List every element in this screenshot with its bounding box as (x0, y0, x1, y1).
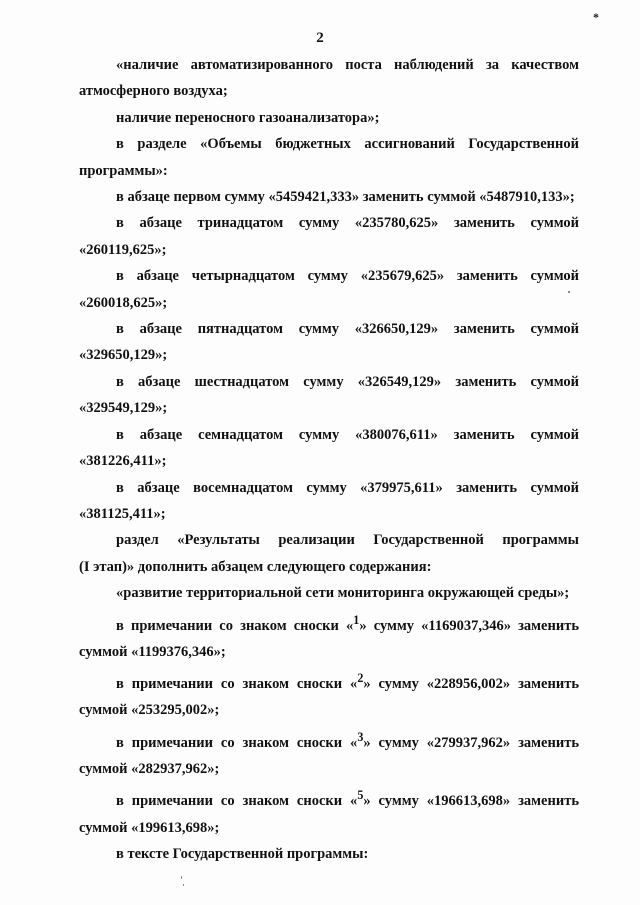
paragraph-line: в тексте Государственной программы: (116, 846, 369, 863)
paragraph-line: в абзаце семнадцатом сумму «380076,611» заменить суммой (116, 426, 579, 443)
line-text: » сумму «228956,002» заменить (363, 676, 579, 692)
paragraph-line: «развитие территориальной сети мониторинга окружающей среды»; (116, 585, 570, 602)
paragraph-line (79, 782, 579, 814)
paragraph-line: (I этап)» дополнить абзацем следующего содержания: (79, 558, 432, 575)
paragraph-line: в абзаце восемнадцатом сумму «379975,611» заменить суммой (116, 479, 579, 496)
paragraph-line: в абзаце четырнадцатом сумму «235679,625» заменить суммой (116, 268, 579, 285)
footnote-mark: 3 (357, 729, 364, 744)
scan-speck (568, 291, 570, 293)
line-text: в примечании со знаком сноски « (116, 793, 358, 810)
paragraph-line: суммой «282937,962»; (79, 761, 220, 778)
paragraph-line: суммой «1199376,346»; (79, 643, 226, 660)
paragraph-line: «381226,411»; (79, 453, 167, 470)
paragraph-line: суммой «199613,698»; (79, 819, 220, 836)
line-text: » сумму «196613,698» заменить (363, 793, 579, 810)
footnote-mark: 2 (357, 671, 364, 686)
paragraph-line: программы»: (79, 162, 168, 179)
paragraph-line: в абзаце пятнадцатом сумму «326650,129» заменить суммой (116, 321, 579, 338)
paragraph-line (79, 607, 579, 639)
line-text: » сумму «1169037,346» заменить (359, 617, 579, 634)
paragraph-line (79, 724, 579, 756)
line-text: в примечании со знаком сноски « (116, 676, 358, 692)
paragraph-line (79, 665, 579, 697)
paragraph-line: раздел «Результаты реализации Государственной программы (116, 532, 579, 549)
paragraph-line: в абзаце первом сумму «5459421,333» заменить суммой «5487910,133»; (116, 189, 575, 206)
paragraph-line: в абзаце шестнадцатом сумму «326549,129» заменить суммой (116, 373, 579, 390)
paragraph-line: «260119,625»; (79, 241, 167, 258)
paragraph-line: «329650,129»; (79, 347, 168, 364)
footnote-mark: 5 (357, 788, 364, 803)
paragraph-line: «329549,129»; (79, 400, 168, 417)
paragraph-line: в разделе «Объемы бюджетных ассигнований Государственной (116, 136, 579, 153)
footnote-mark: 1 (353, 612, 360, 627)
paragraph-line: атмосферного воздуха; (79, 83, 228, 100)
paragraph-line: суммой «253295,002»; (79, 702, 220, 719)
corner-mark: * (593, 10, 599, 24)
paragraph-line: в абзаце тринадцатом сумму «235780,625» заменить суммой (116, 215, 579, 232)
line-text: в примечании со знаком сноски « (116, 734, 358, 751)
paragraph-line: «наличие автоматизированного поста наблюдений за качеством (116, 57, 579, 73)
document-body (79, 52, 579, 868)
line-text: » сумму «279937,962» заменить (363, 734, 579, 751)
paragraph-line: «381125,411»; (79, 505, 166, 522)
paragraph-line: «260018,625»; (79, 294, 168, 311)
paragraph-line: наличие переносного газоанализатора»; (116, 109, 380, 126)
scan-speck (181, 876, 182, 879)
line-text: в примечании со знаком сноски « (116, 617, 354, 634)
scan-speck (183, 884, 184, 886)
page-number: 2 (316, 30, 324, 46)
